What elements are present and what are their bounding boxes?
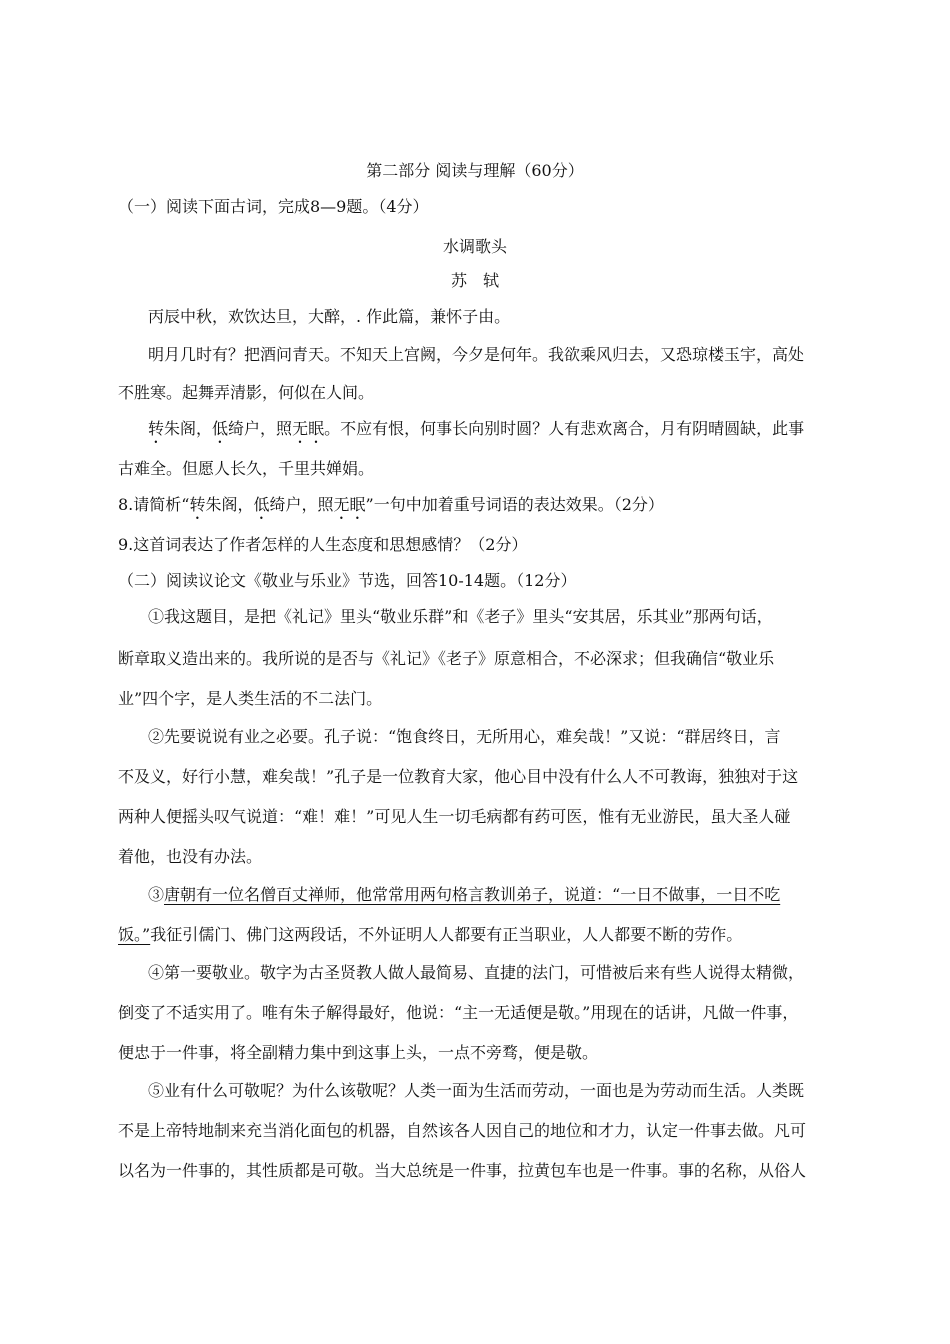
emphasized-word: 低 [253,495,270,514]
paragraph-3-line [148,884,780,906]
paragraph-2-line: 不及义，好行小慧，难矣哉！”孔子是一位教育大家，他心目中没有什么人不可教诲，独独对于这 [118,767,799,786]
question-text: 绮户，照 [269,495,334,514]
paragraph-2-line: ②先要说说有业之必要。孔子说：“饱食终日，无所用心，难矣哉！”又说：“群居终日，言 [148,727,781,746]
question-text: 8.请简析“ [118,495,190,514]
poem-stanza1-line1: 明月几时有？把酒问青天。不知天上宫阙，今夕是何年。我欲乘风归去，又恐琼楼玉宇，高处 [148,345,805,364]
poem-title: 水调歌头 [442,237,507,256]
poem-stanza2-line2: 古难全。但愿人长久，千里共婵娟。 [118,459,375,478]
paragraph-4-line: ④第一要敬业。敬字为古圣贤教人做人最简易、直捷的法门，可惜被后来有些人说得太精微， [148,963,805,982]
paragraph-4-line: 便忠于一件事，将全副精力集中到这事上头，一点不旁骛，便是敬。 [118,1043,599,1062]
paragraph-4-line: 倒变了不适实用了。唯有朱子解得最好，他说：“主一无适便是敬。”用现在的话讲，凡做一件事， [118,1003,799,1022]
paragraph-1-line: 业”四个字，是人类生活的不二法门。 [118,689,383,708]
question-text: 朱阁， [205,495,254,514]
paragraph-5-line: 以名为一件事的，其性质都是可敬。当大总统是一件事，拉黄包车也是一件事。事的名称，从俗人 [118,1161,807,1180]
paragraph-5-line: ⑤业有什么可敬呢？为什么该敬呢？人类一面为生活而劳动，一面也是为劳动而生活。人类既 [148,1081,805,1100]
poem-preface: 丙辰中秋，欢饮达旦，大醉，. 作此篇，兼怀子由。 [148,307,511,326]
underlined-sentence: 饭。” [118,925,151,944]
stanza-text: 绮户，照 [228,419,293,438]
stanza-text: 朱阁， [164,419,213,438]
paragraph-5-line: 不是上帝特地制来充当消化面包的机器，自然该各人因自己的地位和才力，认定一件事去做。凡可 [118,1121,807,1140]
paragraph-2-line: 着他，也没有办法。 [118,847,263,866]
question-8 [118,494,664,523]
emphasized-word: 无眠 [292,419,325,438]
paragraph-2-line: 两种人便摇头叹气说道：“难！难！”可见人生一切毛病都有药可医，惟有无业游民，虽大圣人碰 [118,807,791,826]
emphasized-word: 低 [212,419,229,438]
question-9: 9.这首词表达了作者怎样的人生态度和思想感情？（2分） [118,535,528,554]
paragraph-1-line: ①我这题目，是把《礼记》里头“敬业乐群”和《老子》里头“安其居，乐其业”那两句话， [148,607,773,626]
section-title: 第二部分 阅读与理解（60分） [366,161,584,180]
emphasized-word: 转 [148,419,165,438]
emphasized-word: 无眠 [333,495,366,514]
part2-instruction: （二）阅读议论文《敬业与乐业》节选，回答10-14题。（12分） [118,571,577,590]
emphasized-word: 转 [189,495,206,514]
question-text: ”一句中加着重号词语的表达效果。（2分） [365,495,664,514]
stanza-text: 。不应有恨，何事长向别时圆？人有悲欢离合，月有阴晴圆缺，此事 [324,419,805,438]
paragraph-3-line [118,924,742,946]
poem-stanza1-line2: 不胜寒。起舞弄清影，何似在人间。 [118,383,375,402]
poem-author: 苏 轼 [450,271,499,290]
paragraph-text: 我征引儒门、佛门这两段话，不外证明人人都要有正当职业，人人都要不断的劳作。 [150,925,743,944]
paragraph-1-line: 断章取义造出来的。我所说的是否与《礼记》《老子》原意相合，不必深求；但我确信“敬业乐 [118,649,775,668]
underlined-sentence: 唐朝有一位名僧百丈禅师，他常常用两句格言教训弟子，说道：“一日不做事，一日不吃 [164,885,781,904]
part1-instruction: （一）阅读下面古词，完成8—9题。（4分） [118,197,429,216]
poem-stanza2-line1 [148,418,804,447]
paragraph-number: ③ [148,885,165,904]
